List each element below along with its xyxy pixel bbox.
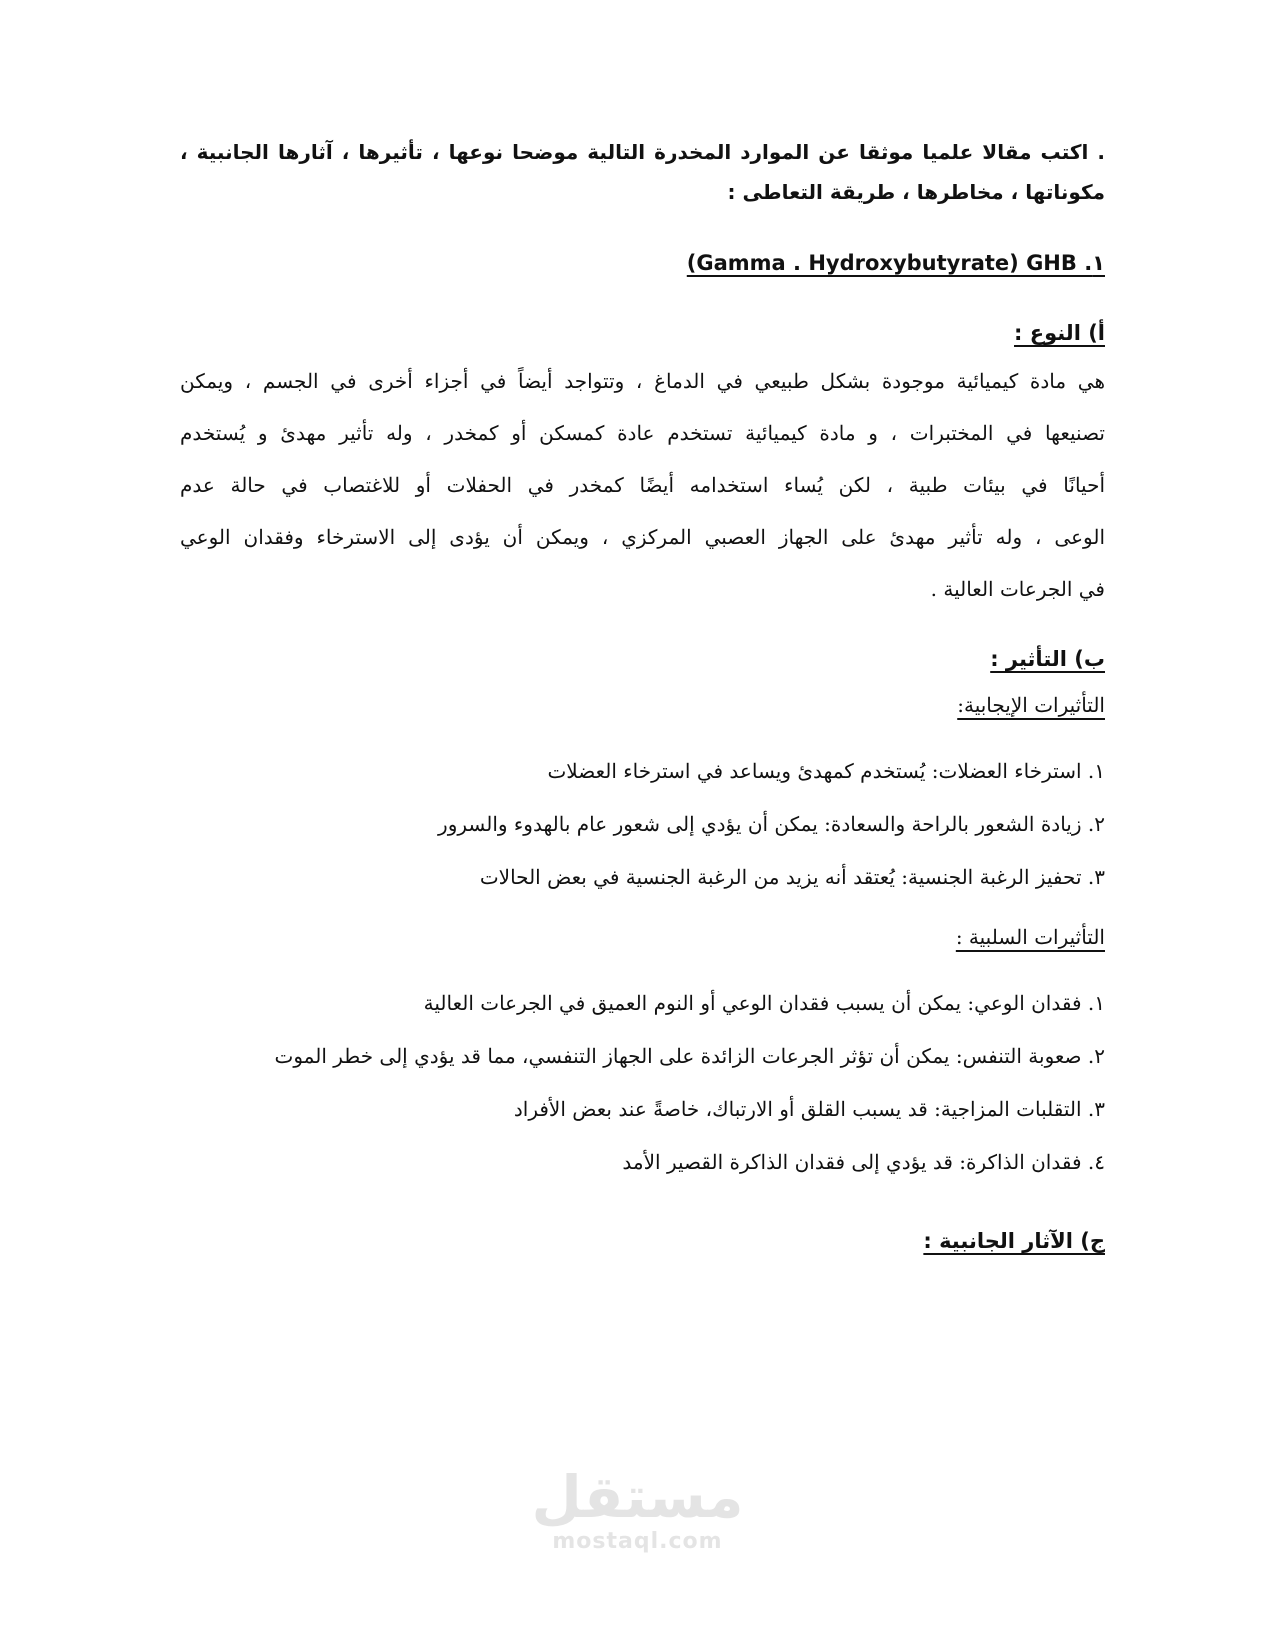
watermark-logo: مستقل <box>531 1463 744 1531</box>
positive-effects-heading: التأثيرات الإيجابية: <box>957 693 1105 717</box>
negative-effects-list <box>180 977 1105 1189</box>
list-item: ١. فقدان الوعي: يمكن أن يسبب فقدان الوعي أو النوم العميق في الجرعات العالية <box>423 991 1105 1015</box>
paragraph-line: الوعى ، وله تأثير مهدئ على الجهاز العصبي المركزي ، ويمكن أن يؤدى إلى الاسترخاء وفقدان الوعي <box>180 525 1105 549</box>
section-c-heading: ج) الآثار الجانبية : <box>923 1229 1105 1253</box>
paragraph-line: أحيانًا في بيئات طبية ، لكن يُساء استخدامه أيضًا كمخدر في الحفلات أو للاغتصاب في حالة عدم <box>180 473 1105 497</box>
list-item: ٣. تحفيز الرغبة الجنسية: يُعتقد أنه يزيد من الرغبة الجنسية في بعض الحالات <box>479 865 1105 889</box>
section-a-paragraph <box>180 355 1105 615</box>
section-a-heading: أ) النوع : <box>1014 321 1105 345</box>
paragraph-line: في الجرعات العالية . <box>930 577 1105 601</box>
negative-effects-heading: التأثيرات السلبية : <box>955 925 1105 949</box>
intro-line-2: مكوناتها ، مخاطرها ، طريقة التعاطى : <box>727 180 1105 204</box>
intro-line-1: . اكتب مقالا علميا موثقا عن الموارد المخدرة التالية موضحا نوعها ، تأثيرها ، آثارها الجانبية ، <box>180 140 1105 164</box>
document-page <box>180 140 1105 1253</box>
mostaql-watermark <box>505 1465 770 1554</box>
list-item: ٢. زيادة الشعور بالراحة والسعادة: يمكن أن يؤدي إلى شعور عام بالهدوء والسرور <box>438 812 1105 836</box>
paragraph-line: تصنيعها في المختبرات ، و مادة كيميائية تستخدم عادة كمسكن أو كمخدر ، وله تأثير مهدئ و يُستخدم <box>180 421 1105 445</box>
list-item: ٢. صعوبة التنفس: يمكن أن تؤثر الجرعات الزائدة على الجهاز التنفسي، مما قد يؤدي إلى خطر الموت <box>274 1044 1105 1068</box>
intro-instructions <box>180 140 1105 220</box>
list-item: ٤. فقدان الذاكرة: قد يؤدي إلى فقدان الذاكرة القصير الأمد <box>622 1150 1105 1174</box>
paragraph-line: هي مادة كيميائية موجودة بشكل طبيعي في الدماغ ، وتتواجد أيضاً في أجزاء أخرى في الجسم ، ويمكن <box>180 369 1105 393</box>
document-title: (Gamma . Hydroxybutyrate) GHB .١ <box>686 251 1105 275</box>
list-item: ١. استرخاء العضلات: يُستخدم كمهدئ ويساعد في استرخاء العضلات <box>547 759 1105 783</box>
list-item: ٣. التقلبات المزاجية: قد يسبب القلق أو الارتباك، خاصةً عند بعض الأفراد <box>513 1097 1105 1121</box>
positive-effects-list <box>180 745 1105 904</box>
section-b-heading: ب) التأثير : <box>990 647 1105 671</box>
watermark-url: mostaql.com <box>552 1529 723 1554</box>
